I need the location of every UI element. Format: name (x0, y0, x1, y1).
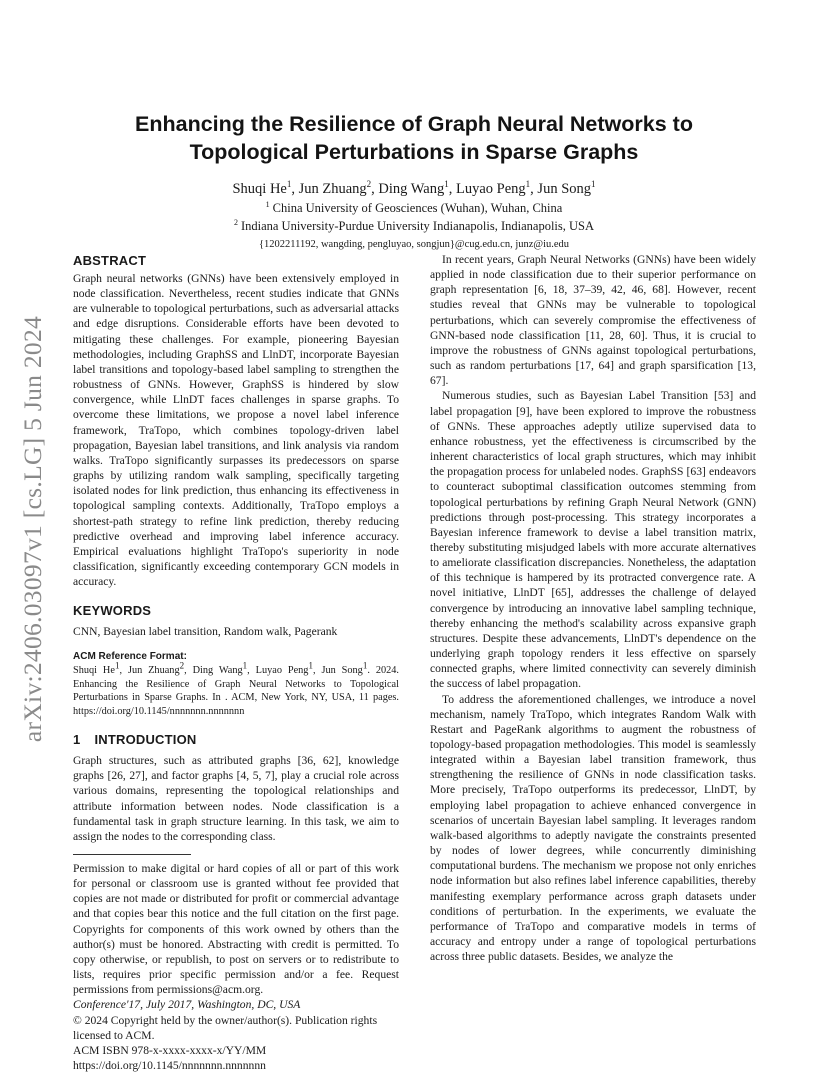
arxiv-identifier-text: arXiv:2406.03097v1 [cs.LG] 5 Jun 2024 (18, 315, 48, 742)
permission-footnote (73, 854, 399, 1073)
author-name: Shuqi He (232, 181, 287, 197)
left-column (73, 252, 399, 1073)
footnote-rule (73, 854, 191, 855)
author-separator: , (530, 181, 538, 197)
affiliation-marker: 1 (114, 661, 120, 672)
affiliation-marker: 1 (525, 179, 531, 190)
abstract-heading: ABSTRACT (73, 253, 147, 268)
author-name: Luyao Peng (456, 181, 526, 197)
author-name: Jun Song (537, 181, 592, 197)
affiliation-list (60, 199, 768, 235)
affiliation-marker: 1 (286, 179, 292, 190)
author-name: Ding Wang (378, 181, 445, 197)
paper-title-line-2: Topological Perturbations in Sparse Graphs (189, 140, 639, 164)
acm-reference-text (73, 661, 399, 718)
affiliation-marker: 2 (179, 661, 185, 672)
author-emails: {1202211192, wangding, pengluyao, songjun}@cug.edu.cn, junz@iu.edu (258, 239, 570, 250)
introduction-paragraph-1: Graph structures, such as attributed graphs [36, 62], knowledge graphs [26, 27], and factor graphs [4, 5, 7], play a crucial role across various domains, representing the topological relationships and attribute information between nodes. Node classification is a fundamental task in graph structure learning. In this task, we aim to assign the nodes to the corresponding class. (73, 754, 399, 843)
introduction-heading (73, 731, 399, 749)
paper-title-line-1: Enhancing the Resilience of Graph Neural Networks to (135, 112, 693, 136)
affiliation-marker: 1 (591, 179, 596, 190)
copyright-notice: © 2024 Copyright held by the owner/author(s). Publication rights licensed to ACM. (73, 1013, 378, 1042)
affiliation-text: China University of Geosciences (Wuhan), Wuhan, China (272, 201, 563, 215)
doi-link[interactable]: https://doi.org/10.1145/nnnnnnn.nnnnnnn (73, 1059, 266, 1073)
author-name: Jun Zhuang (298, 181, 367, 197)
permission-notice: Permission to make digital or hard copies of all or part of this work for personal or classroom use is granted without fee provided that copies are not made or distributed for profit or commercial advantage and that copies bear this notice and the full citation on the first page. Copyrights for components of this work owned by others than the author(s) must be honored. Abstracting with credit is permitted. To copy otherwise, or republish, to post on servers or to redistribute to lists, requires prior specific permission and/or a fee. Request permissions from permissions@acm.org. (73, 862, 399, 997)
author-name: Shuqi He (73, 665, 115, 677)
affiliation-text: Indiana University-Purdue University Indianapolis, Indianapolis, USA (240, 219, 595, 233)
affiliation-marker: 1 (444, 179, 449, 190)
section-number: 1 (73, 732, 81, 748)
author-separator: , (371, 181, 379, 197)
section-title: INTRODUCTION (94, 732, 197, 748)
affiliation-marker: 1 (242, 661, 248, 672)
acm-reference-heading: ACM Reference Format: (73, 651, 187, 663)
author-name: Jun Song (321, 665, 363, 677)
author-name: Ding Wang (192, 665, 243, 677)
affiliation-2 (60, 217, 768, 235)
introduction-paragraph-4: To address the aforementioned challenges, we introduce a novel mechanism, namely TraTopo, which integrates Random Walk with Restart and PageRank algorithms to augment the robustness of topology-based propagation methodologies. This model is seamlessly integrated within a Bayesian label transition framework, thus strengthening the resilience of GNNs in node classification tasks. More precisely, TraTopo outperforms its predecessor, LlnDT, by employing label propagation to achieve enhanced convergence in scenarios of uncertain Bayesian label sampling. It leverages random walk-based algorithms to adeptly navigate the constraints presented by nodes of lower degrees, while concurrently diminishing computational burdens. The mechanism we propose not only enriches node information but also refines label inference capabilities, thereby manifesting exemplary performance across graph datasets under conditions of perturbation. In the experiments, we evaluate the performance of TraTopo and comparative models in terms of accuracy and entropy under a range of topological perturbations across three public datasets. Besides, we analyze the (430, 692, 756, 964)
keywords-text: CNN, Bayesian label transition, Random walk, Pagerank (73, 625, 338, 639)
right-column (430, 252, 756, 964)
affiliation-marker: 1 (308, 661, 313, 672)
keywords-heading: KEYWORDS (73, 603, 152, 619)
author-separator: , (291, 181, 299, 197)
acm-isbn: ACM ISBN 978-x-xxxx-xxxx-x/YY/MM (73, 1043, 267, 1057)
author-list (60, 180, 768, 198)
author-separator: , (247, 665, 256, 677)
abstract-text: Graph neural networks (GNNs) have been extensively employed in node classification. Nevertheless, recent studies indicate that GNNs are vulnerable to topological perturbations, such as adversarial attacks and edge disruptions. Considerable efforts have been devoted to mitigating these challenges. For example, pioneering Bayesian methodologies, including GraphSS and LlnDT, incorporate Bayesian label transitions and topology-based label sampling to strengthen the robustness of GNNs. However, GraphSS is hindered by slow convergence, while LlnDT faces challenges in sparse graphs. To overcome these limitations, we propose a novel label inference framework, TraTopo, which combines topology-driven label propagation, Bayesian label transitions, and link analysis via random walks. TraTopo significantly surpasses its predecessors on sparse graphs by utilizing random walk sampling, specifically targeting isolated nodes for link prediction, thus enhancing its effectiveness in topological sampling contexts. Additionally, TraTopo employs a shortest-path strategy to refine link prediction, thereby reducing predictive overhead and improving label inference accuracy. Empirical evaluations highlight TraTopo's superiority in node classification, significantly exceeding contemporary GCN models in accuracy. (73, 272, 399, 589)
conference-info: Conference'17, July 2017, Washington, DC, USA (73, 998, 301, 1012)
paper-header (60, 110, 768, 252)
author-separator: . (367, 665, 376, 677)
author-separator: , (312, 665, 322, 677)
introduction-paragraph-2: In recent years, Graph Neural Networks (GNNs) have been widely applied in node classification due to their superior performance on graph representation [6, 18, 37–39, 42, 46, 68]. However, recent studies reveal that GNNs may be vulnerable to topological perturbations, which can severely compromise the effectiveness of GNN-based node classification [11, 28, 60]. Thus, it is crucial to improve the robustness of GNNs against topological perturbations, such as random perturbations [17, 64] and graph sparsification [13, 67]. (430, 253, 756, 388)
arxiv-identifier-stamp (16, 296, 50, 761)
author-separator: , (119, 665, 128, 677)
author-name: Jun Zhuang (127, 665, 180, 677)
affiliation-marker: 2 (366, 179, 372, 190)
affiliation-marker: 2 (233, 217, 238, 227)
author-name: Luyao Peng (255, 665, 309, 677)
author-separator: , (184, 665, 193, 677)
acm-reference-details: 2024. Enhancing the Resilience of Graph Neural Networks to Topological Perturbations in Sparse Graphs. In . ACM, New York, NY, USA, 11 pages. https://doi.org/10.1145/nnnnnnn.nnnnnnn (73, 665, 399, 717)
introduction-paragraph-3: Numerous studies, such as Bayesian Label Transition [53] and label propagation [9], have been explored to improve the robustness of GNNs. These approaches adeptly utilize supervised data to enhance robustness, yet the effectiveness is circumscribed by the inherent characteristics of local graph structures, which may inhibit the propagation process for unlabeled nodes. GraphSS [63] endeavors to counteract suboptimal classification outcomes stemming from topological perturbations by refining Graph Neural Network (GNN) predictions through post-processing. This strategy incorporates a Bayesian inference framework to devise a label transition matrix, thereby substituting misjudged labels with more accurate alternatives to ameliorate classification discrepancies. Nonetheless, the adaptation of this technique is hampered by its protracted convergence rate. A novel initiative, LlnDT [65], addresses the challenge of delayed convergence by introducing an innovative label sampling technique, thereby enhancing the method's scalability across expansive graph structures. Despite these advancements, LlnDT's dependence on the underlying graph topology renders it less effective on sparsely connected graphs, where limited connectivity can severely diminish the success of label propagation. (430, 389, 756, 691)
affiliation-marker: 1 (265, 199, 270, 209)
paper-title (60, 110, 768, 166)
affiliation-1 (60, 199, 768, 217)
author-separator: , (448, 181, 456, 197)
affiliation-marker: 1 (362, 661, 368, 672)
acm-reference-authors (73, 661, 376, 677)
